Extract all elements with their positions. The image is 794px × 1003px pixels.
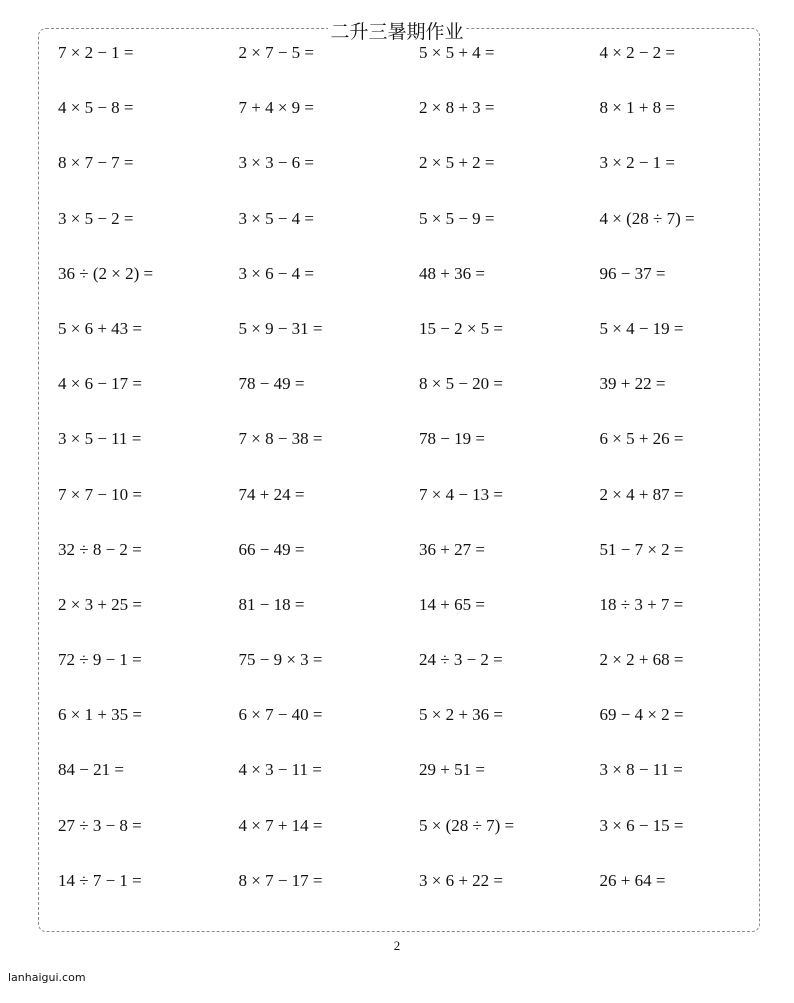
problem-item: 84 − 21 = xyxy=(58,760,124,780)
problem-item: 4 × 3 − 11 = xyxy=(238,760,322,780)
problem-item: 7 × 4 − 13 = xyxy=(419,484,504,504)
problem-item: 2 × 2 + 68 = xyxy=(599,650,684,670)
problem-item: 24 ÷ 3 − 2 = xyxy=(419,650,503,670)
page-number: 2 xyxy=(393,938,401,953)
problem-item: 8 × 7 − 17 = xyxy=(238,870,323,890)
problem-item: 4 × (28 ÷ 7) = xyxy=(599,208,695,228)
problem-item: 36 ÷ (2 × 2) = xyxy=(58,263,154,283)
problem-item: 4 × 5 − 8 = xyxy=(58,98,134,118)
problem-item: 8 × 5 − 20 = xyxy=(419,374,504,394)
problem-item: 5 × 5 − 9 = xyxy=(419,208,495,228)
problem-item: 72 ÷ 9 − 1 = xyxy=(58,650,142,670)
problem-item: 7 + 4 × 9 = xyxy=(238,98,315,118)
problem-item: 29 + 51 = xyxy=(419,760,485,780)
problem-item: 3 × 2 − 1 = xyxy=(599,153,676,173)
problem-item: 3 × 3 − 6 = xyxy=(238,153,315,173)
problem-item: 3 × 6 − 4 = xyxy=(238,263,315,283)
problem-item: 2 × 8 + 3 = xyxy=(419,98,495,118)
problem-item: 8 × 7 − 7 = xyxy=(58,153,134,173)
problem-item: 3 × 5 − 2 = xyxy=(58,208,134,228)
problem-item: 51 − 7 × 2 = xyxy=(599,539,684,559)
problem-item: 4 × 7 + 14 = xyxy=(238,815,323,835)
problem-item: 5 × 9 − 31 = xyxy=(238,318,323,338)
problem-item: 66 − 49 = xyxy=(238,539,305,559)
problem-item: 3 × 8 − 11 = xyxy=(599,760,683,780)
problem-item: 74 + 24 = xyxy=(238,484,305,504)
footer-site: lanhaigui.com xyxy=(8,971,86,984)
problem-item: 4 × 6 − 17 = xyxy=(58,374,143,394)
problem-item: 8 × 1 + 8 = xyxy=(599,98,676,118)
problem-item: 4 × 2 − 2 = xyxy=(599,43,676,62)
problem-item: 81 − 18 = xyxy=(238,594,305,614)
problem-item: 7 × 2 − 1 = xyxy=(58,43,134,62)
problem-item: 39 + 22 = xyxy=(599,374,666,394)
problem-item: 3 × 5 − 11 = xyxy=(58,429,142,449)
problem-item: 32 ÷ 8 − 2 = xyxy=(58,539,142,559)
page-title: 二升三暑期作业 xyxy=(330,21,464,43)
problem-item: 3 × 6 + 22 = xyxy=(419,870,504,890)
problem-item: 78 − 49 = xyxy=(238,374,305,394)
problem-item: 5 × 6 + 43 = xyxy=(58,318,143,338)
problem-item: 26 + 64 = xyxy=(599,870,666,890)
problem-grid xyxy=(58,41,778,924)
problem-item: 6 × 1 + 35 = xyxy=(58,705,143,725)
problem-item: 5 × 5 + 4 = xyxy=(419,43,495,62)
problem-item: 27 ÷ 3 − 8 = xyxy=(58,815,142,835)
problem-item: 14 + 65 = xyxy=(419,594,485,614)
problem-item: 3 × 5 − 4 = xyxy=(238,208,315,228)
problem-item: 2 × 5 + 2 = xyxy=(419,153,495,173)
problem-item: 5 × 4 − 19 = xyxy=(599,318,684,338)
problem-item: 7 × 8 − 38 = xyxy=(238,429,323,449)
problem-item: 36 + 27 = xyxy=(419,539,485,559)
problem-item: 75 − 9 × 3 = xyxy=(238,650,323,670)
problem-item: 2 × 7 − 5 = xyxy=(238,43,315,62)
problem-item: 2 × 3 + 25 = xyxy=(58,594,143,614)
problem-item: 14 ÷ 7 − 1 = xyxy=(58,870,142,890)
problem-item: 6 × 7 − 40 = xyxy=(238,705,323,725)
problem-item: 6 × 5 + 26 = xyxy=(599,429,684,449)
problem-item: 69 − 4 × 2 = xyxy=(599,705,684,725)
problem-item: 96 − 37 = xyxy=(599,263,666,283)
problem-item: 5 × 2 + 36 = xyxy=(419,705,504,725)
problem-item: 48 + 36 = xyxy=(419,263,485,283)
problem-item: 18 ÷ 3 + 7 = xyxy=(599,594,684,614)
problem-item: 78 − 19 = xyxy=(419,429,485,449)
problem-item: 3 × 6 − 15 = xyxy=(599,815,684,835)
problem-item: 15 − 2 × 5 = xyxy=(419,318,504,338)
problem-item: 5 × (28 ÷ 7) = xyxy=(419,815,515,835)
problem-item: 2 × 4 + 87 = xyxy=(599,484,684,504)
problem-item: 7 × 7 − 10 = xyxy=(58,484,143,504)
